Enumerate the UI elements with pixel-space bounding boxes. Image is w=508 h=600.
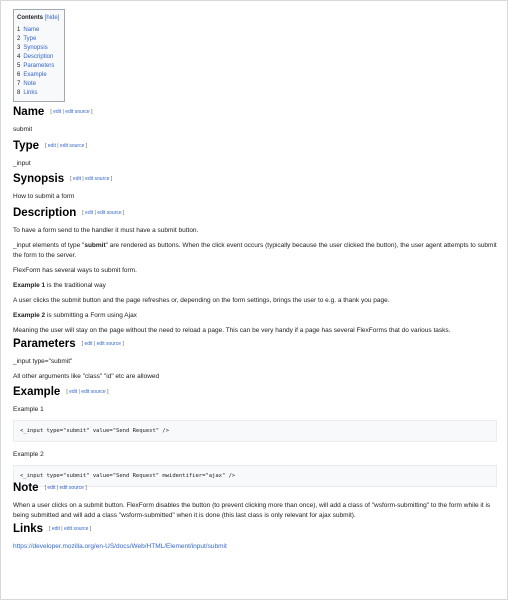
parameters-p2: All other arguments like "class" "id" etc are allowed <box>13 373 160 380</box>
edit-section-links: [ edit | edit source ] <box>45 143 88 149</box>
heading-links: Links [ edit | edit source ] <box>13 523 92 535</box>
description-example1: Example 1 is the traditional way <box>13 282 106 289</box>
heading-type: Type [ edit | edit source ] <box>13 140 88 152</box>
synopsis-text: How to submit a form <box>13 193 75 200</box>
name-text: submit <box>13 126 33 133</box>
edit-section-links: [ edit | edit source ] <box>70 176 113 182</box>
description-example2: Example 2 is submitting a Form using Ajax <box>13 312 137 319</box>
edit-link[interactable]: edit <box>84 341 93 347</box>
description-p2: _input elements of type "submit" are rendered as buttons. When the click event occurs (typically because the user clicked the button), the user agent attempts to submit the form to the server. <box>13 242 497 259</box>
edit-link[interactable]: edit <box>72 176 81 182</box>
links-text <box>13 542 497 552</box>
section-links <box>13 522 497 552</box>
heading-example: Example [ edit | edit source ] <box>13 386 109 398</box>
heading-name: Name [ edit | edit source ] <box>13 106 93 118</box>
edit-source-link[interactable]: edit source <box>63 526 89 532</box>
toc-item-synopsis[interactable]: 3 Synopsis <box>17 45 48 51</box>
toc-title <box>17 14 59 23</box>
edit-source-link[interactable]: edit source <box>85 176 110 182</box>
toc-item-name[interactable]: 1 Name <box>17 27 40 33</box>
section-parameters <box>13 337 497 382</box>
toc-item-links[interactable]: 8 Links <box>17 90 38 96</box>
edit-link[interactable]: edit <box>51 526 60 532</box>
edit-link[interactable]: edit <box>69 389 78 395</box>
toc-title-text: Contents <box>17 15 43 21</box>
toc-item-type[interactable]: 2 Type <box>17 36 37 42</box>
section-description <box>13 206 497 336</box>
section-synopsis <box>13 172 497 202</box>
code-block-2: <_input type="submit" value="Send Request" mwidentifier="ajax" /> <box>13 465 497 487</box>
edit-link[interactable]: edit <box>47 143 56 149</box>
description-p5: Meaning the user will stay on the page without the need to reload a page. This can be very handy if a page has several FlexForms that do various tasks. <box>13 327 451 334</box>
edit-source-link[interactable]: edit source <box>59 143 85 149</box>
edit-link[interactable]: edit <box>47 485 56 491</box>
toc-hide-link[interactable]: [hide] <box>44 15 60 21</box>
edit-section-links: [ edit | edit source ] <box>50 109 93 115</box>
content <box>13 9 497 550</box>
heading-description: Description [ edit | edit source ] <box>13 207 125 219</box>
section-type <box>13 139 497 169</box>
edit-section-links: [ edit | edit source ] <box>81 341 124 347</box>
toc-item-note[interactable]: 7 Note <box>17 81 37 87</box>
note-text: When a user clicks on a submit button. FlexForm disables the button (to prevent clicking more than once), will add a class of "wsform-submitting" to the form while it is being submitted and will add a class "wsform-submitted" when it is done (this last class is only relevant for ajax submit). <box>13 502 491 519</box>
heading-parameters: Parameters [ edit | edit source ] <box>13 338 124 350</box>
section-name <box>13 105 497 135</box>
mdn-link[interactable]: https://developer.mozilla.org/en-US/docs/Web/HTML/Element/input/submit <box>13 543 227 550</box>
edit-source-link[interactable]: edit source <box>81 389 106 395</box>
heading-note: Note [ edit | edit source ] <box>13 482 87 494</box>
edit-section-links: [ edit | edit source ] <box>82 210 125 216</box>
edit-section-links: [ edit | edit source ] <box>44 485 87 491</box>
edit-source-link[interactable]: edit source <box>59 485 84 491</box>
example-label-2: Example 2 <box>13 451 44 458</box>
section-example <box>13 385 497 487</box>
edit-source-link[interactable]: edit source <box>96 341 122 347</box>
edit-source-link[interactable]: edit source <box>65 109 90 115</box>
edit-source-link[interactable]: edit source <box>97 210 122 216</box>
edit-link[interactable]: edit <box>53 109 62 115</box>
edit-section-links: [ edit | edit source ] <box>49 526 92 532</box>
code-block-1: <_input type="submit" value="Send Request" /> <box>13 420 497 442</box>
edit-section-links: [ edit | edit source ] <box>66 389 109 395</box>
table-of-contents <box>13 9 65 102</box>
edit-link[interactable]: edit <box>85 210 94 216</box>
example-label-1: Example 1 <box>13 406 44 413</box>
toc-list <box>17 26 59 98</box>
toc-item-example[interactable]: 6 Example <box>17 72 47 78</box>
toc-item-description[interactable]: 4 Description <box>17 54 54 60</box>
toc-item-parameters[interactable]: 5 Parameters <box>17 63 55 69</box>
description-p3: FlexForm has several ways to submit form. <box>13 267 137 274</box>
description-p4: A user clicks the submit button and the page refreshes or, depending on the form settings, brings the user to e.g. a thank you page. <box>13 297 390 304</box>
description-p1: To have a form send to the handler it must have a submit button. <box>13 227 199 234</box>
parameters-p1: _input type="submit" <box>13 358 73 365</box>
heading-synopsis: Synopsis [ edit | edit source ] <box>13 173 113 185</box>
section-note <box>13 481 497 521</box>
type-text: _input <box>13 160 31 167</box>
